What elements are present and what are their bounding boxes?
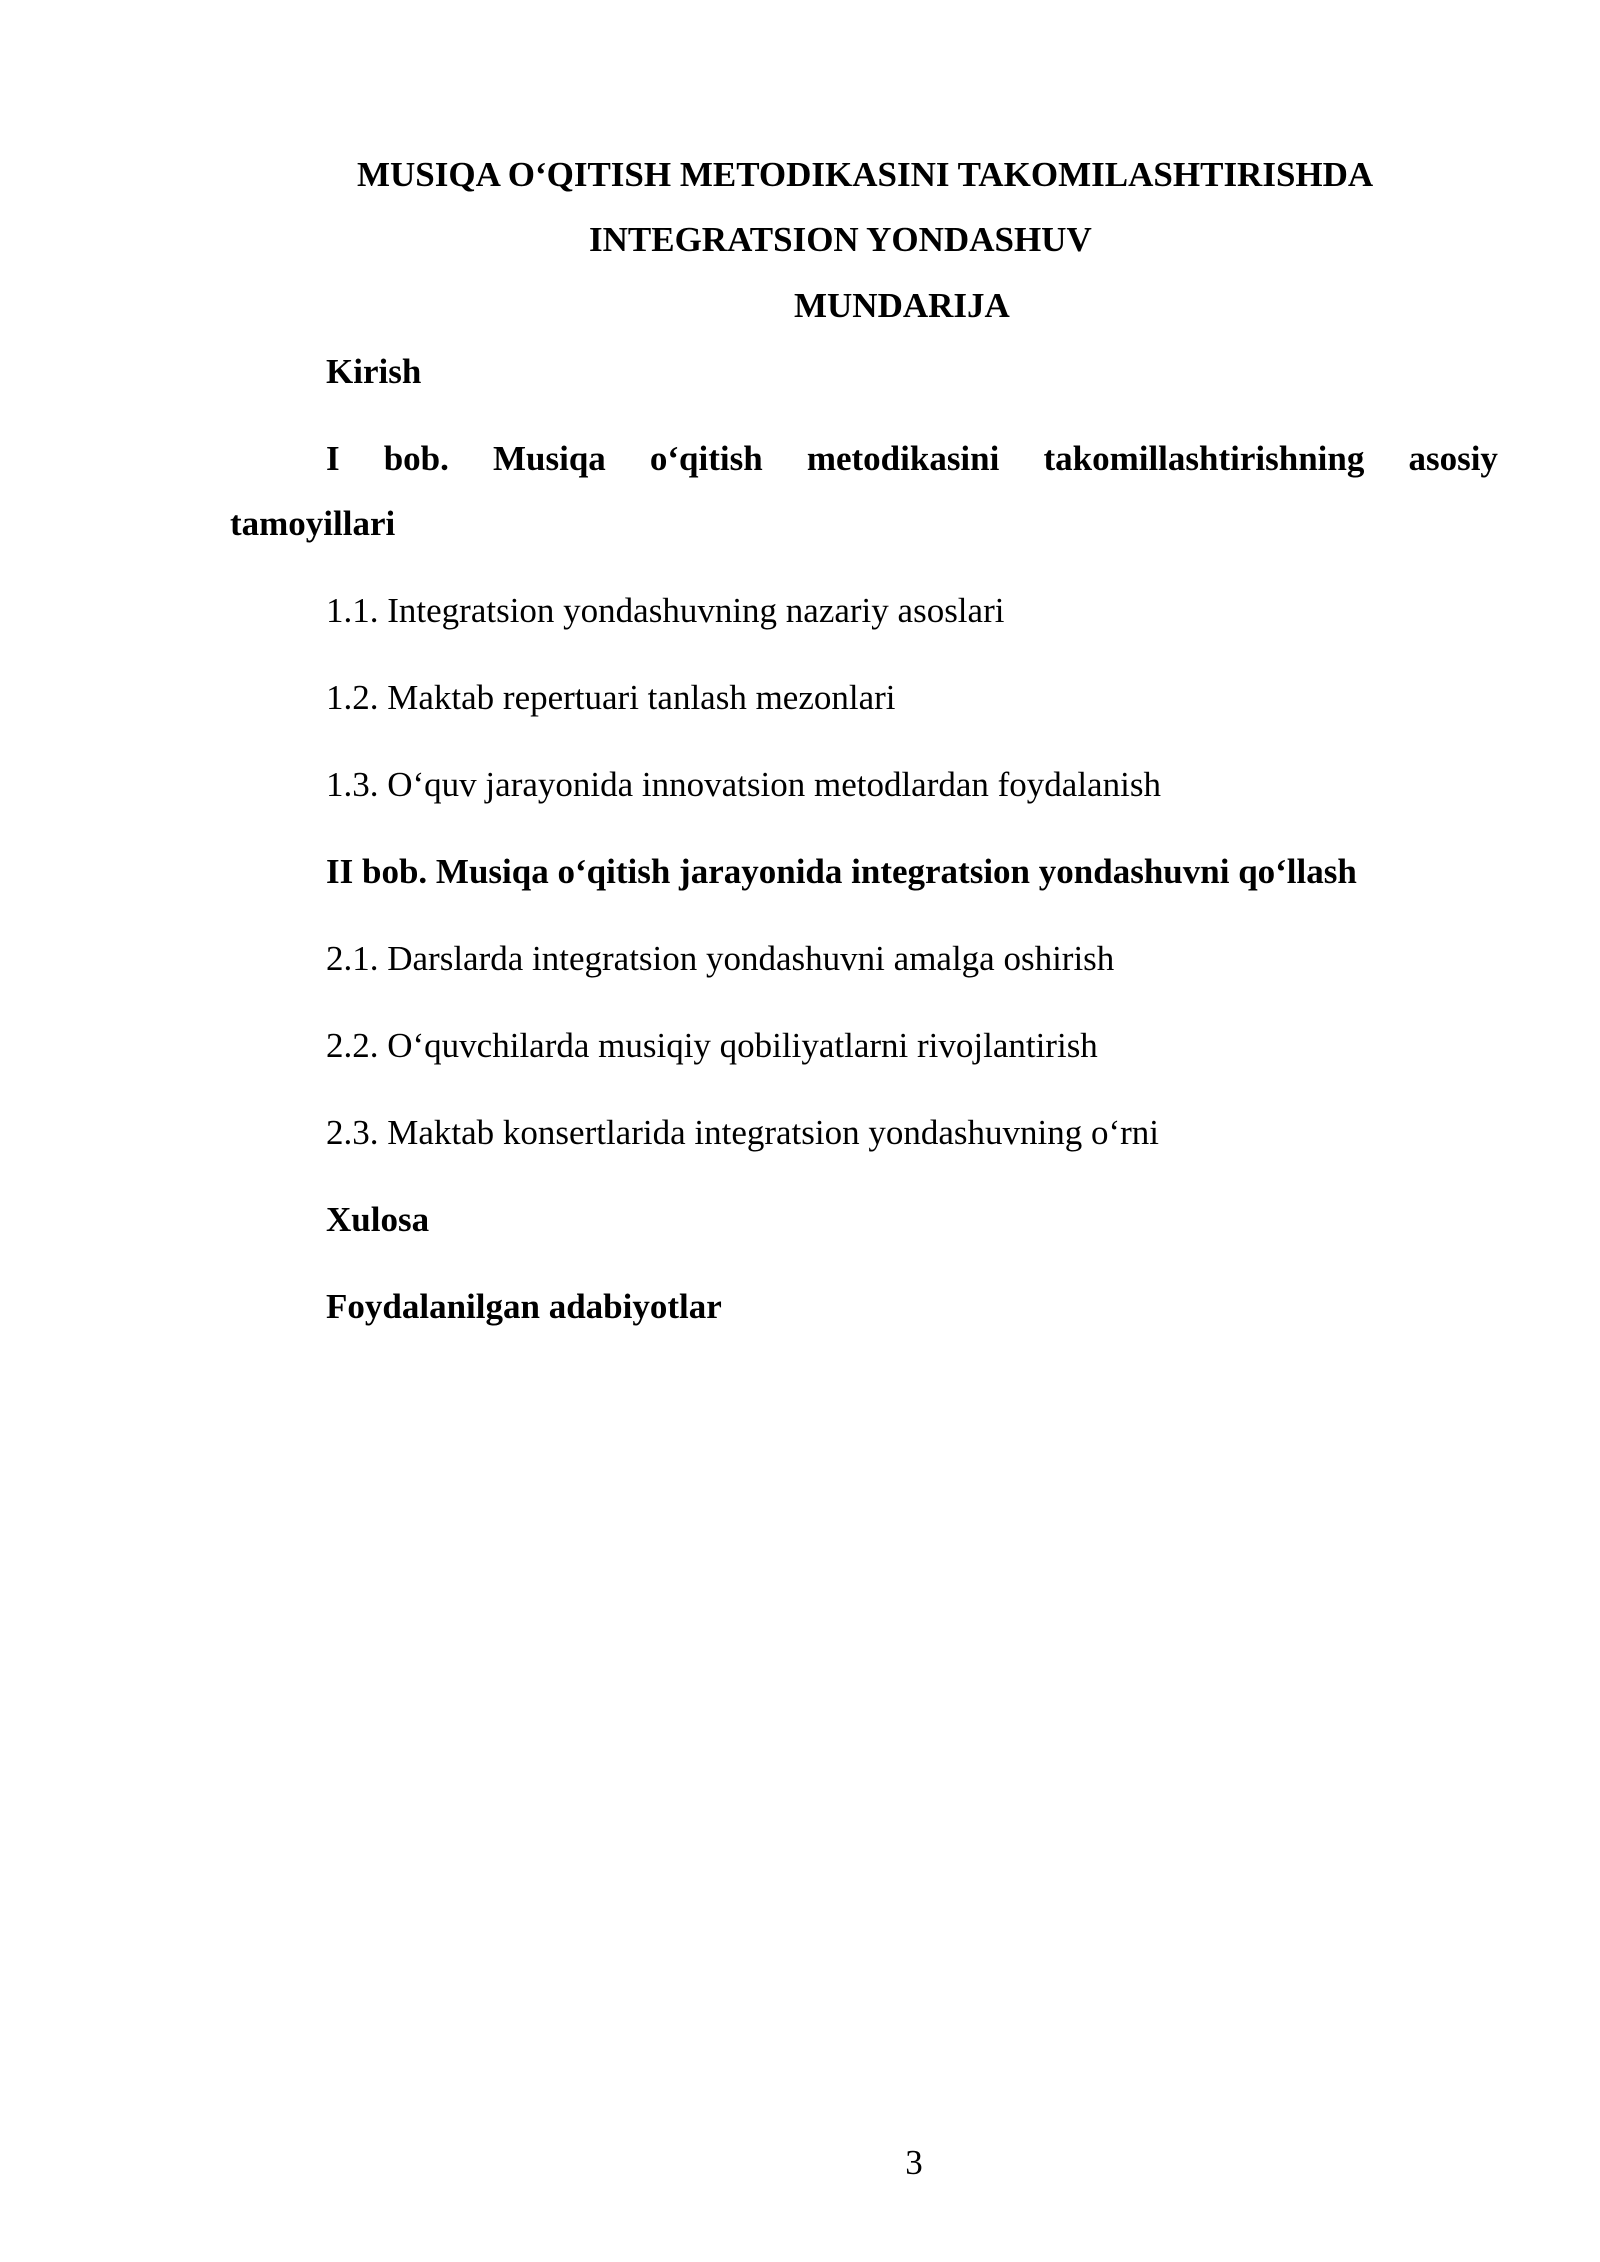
toc-item-section-1-3: 1.3. O‘quv jarayonida innovatsion metodlardan foydalanish	[326, 765, 1161, 804]
toc-item-chapter-1	[326, 439, 1498, 479]
toc-item-section-1-2: 1.2. Maktab repertuari tanlash mezonlari	[326, 678, 896, 717]
toc-item-section-2-1: 2.1. Darslarda integratsion yondashuvni amalga oshirish	[326, 939, 1115, 978]
document-title-line-2: INTEGRATSION YONDASHUV	[589, 220, 1092, 259]
toc-item-references: Foydalanilgan adabiyotlar	[326, 1287, 722, 1326]
page-number: 3	[905, 2143, 923, 2182]
toc-item-chapter-2: II bob. Musiqa o‘qitish jarayonida integratsion yondashuvni qo‘llash	[326, 852, 1357, 891]
chapter-1-word: I	[326, 439, 340, 478]
chapter-1-word: Musiqa	[493, 439, 606, 478]
toc-item-chapter-1-continuation: tamoyillari	[230, 504, 396, 543]
chapter-1-word: o‘qitish	[649, 439, 763, 478]
toc-item-intro: Kirish	[326, 352, 422, 391]
chapter-1-word: asosiy	[1408, 439, 1498, 478]
contents-heading: MUNDARIJA	[794, 286, 1010, 325]
chapter-1-word: takomillashtirishning	[1043, 439, 1365, 478]
toc-item-section-1-1: 1.1. Integratsion yondashuvning nazariy asoslari	[326, 591, 1005, 630]
chapter-1-word: metodikasini	[806, 439, 1000, 478]
toc-item-section-2-2: 2.2. O‘quvchilarda musiqiy qobiliyatlarni rivojlantirish	[326, 1026, 1098, 1065]
toc-item-conclusion: Xulosa	[326, 1200, 430, 1239]
toc-item-section-2-3: 2.3. Maktab konsertlarida integratsion yondashuvning o‘rni	[326, 1113, 1160, 1152]
chapter-1-word: bob.	[383, 439, 449, 478]
document-title-line-1: MUSIQA O‘QITISH METODIKASINI TAKOMILASHTIRISHDA	[357, 155, 1374, 194]
